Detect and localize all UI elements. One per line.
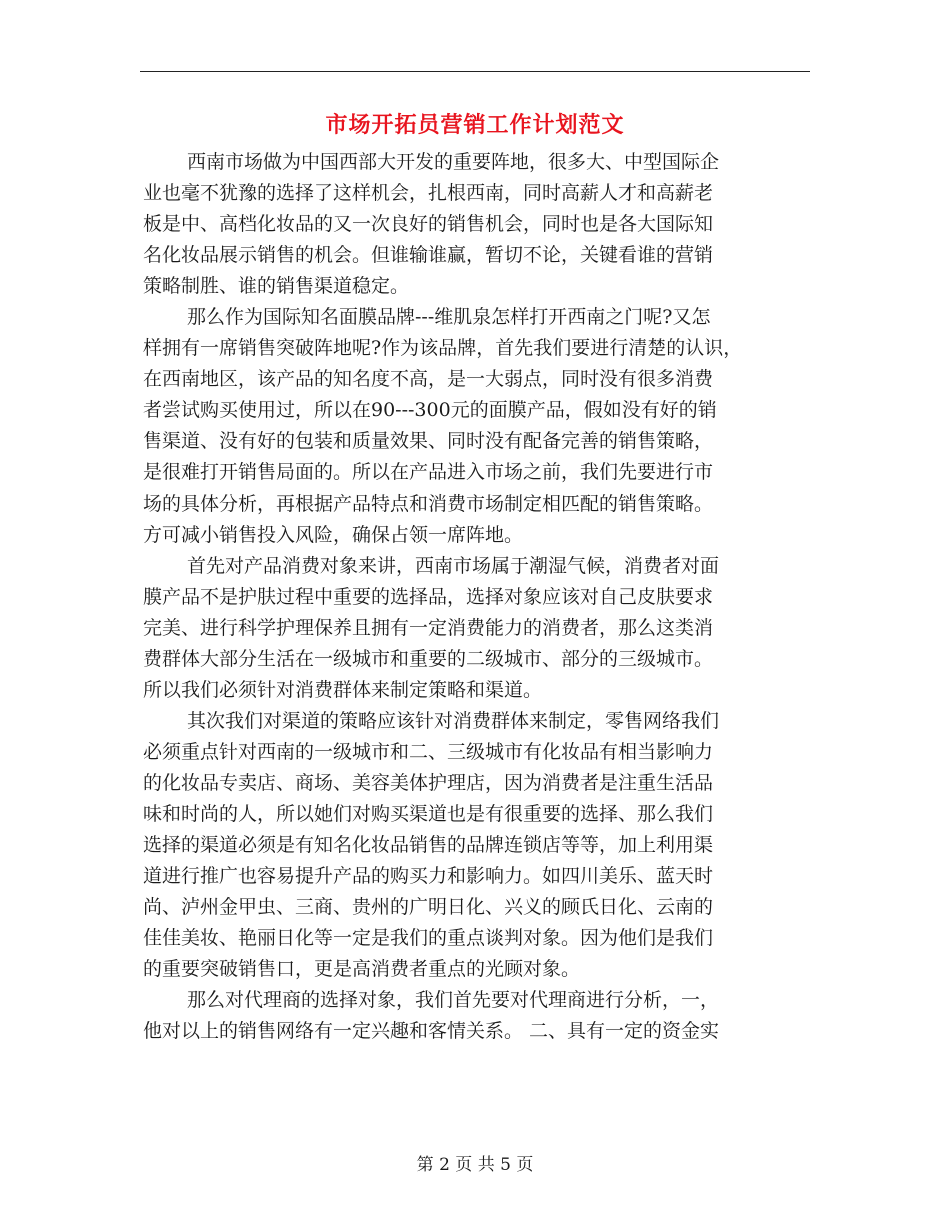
text-line: 样拥有一席销售突破阵地呢?作为该品牌，首先我们要进行清楚的认识， bbox=[143, 337, 743, 360]
text-line: 售渠道、没有好的包装和质量效果、同时没有配备完善的销售策略， bbox=[143, 430, 714, 453]
text-line: 所以我们必须针对消费群体来制定策略和渠道。 bbox=[143, 678, 543, 701]
text-line: 板是中、高档化妆品的又一次良好的销售机会，同时也是各大国际知 bbox=[143, 213, 714, 236]
text-line: 西南市场做为中国西部大开发的重要阵地，很多大、中型国际企 bbox=[187, 151, 720, 173]
text-line: 名化妆品展示销售的机会。但谁输谁赢，暂切不论，关键看谁的营销 bbox=[143, 244, 714, 267]
text-line: 那么作为国际知名面膜品牌---维肌泉怎样打开西南之门呢?又怎 bbox=[187, 306, 711, 329]
text-line: 者尝试购买使用过，所以在90---300元的面膜产品，假如没有好的销 bbox=[143, 399, 717, 422]
text-line: 方可减小销售投入风险，确保占领一席阵地。 bbox=[143, 523, 524, 546]
text-line: 选择的渠道必须是有知名化妆品销售的品牌连锁店等等，加上利用渠 bbox=[143, 834, 714, 857]
text-line: 完美、进行科学护理保养且拥有一定消费能力的消费者，那么这类消 bbox=[143, 616, 714, 639]
document-body bbox=[143, 147, 810, 1047]
text-line: 其次我们对渠道的策略应该针对消费群体来制定，零售网络我们 bbox=[187, 709, 720, 732]
text-line: 膜产品不是护肤过程中重要的选择品，选择对象应该对自己皮肤要求 bbox=[143, 585, 714, 608]
page-number-footer: 第 2 页 共 5 页 bbox=[416, 1155, 534, 1175]
text-line: 策略制胜、谁的销售渠道稳定。 bbox=[143, 275, 410, 298]
text-line: 味和时尚的人，所以她们对购买渠道也是有很重要的选择、那么我们 bbox=[143, 802, 714, 825]
text-line: 费群体大部分生活在一级城市和重要的二级城市、部分的三级城市。 bbox=[143, 647, 714, 670]
text-line: 他对以上的销售网络有一定兴趣和客情关系。 二、具有一定的资金实 bbox=[143, 1020, 720, 1043]
text-line: 那么对代理商的选择对象，我们首先要对代理商进行分析，一， bbox=[187, 989, 720, 1012]
text-line: 业也毫不犹豫的选择了这样机会，扎根西南，同时高薪人才和高薪老 bbox=[143, 182, 714, 205]
text-line: 首先对产品消费对象来讲，西南市场属于潮湿气候，消费者对面 bbox=[187, 554, 720, 577]
text-line: 佳佳美妆、艳丽日化等一定是我们的重点谈判对象。因为他们是我们 bbox=[143, 927, 714, 950]
text-line: 场的具体分析，再根据产品特点和消费市场制定相匹配的销售策略。 bbox=[143, 492, 714, 515]
header-rule bbox=[140, 71, 810, 72]
text-line: 道进行推广也容易提升产品的购买力和影响力。如四川美乐、蓝天时 bbox=[143, 865, 714, 888]
text-line: 在西南地区，该产品的知名度不高，是一大弱点，同时没有很多消费 bbox=[143, 368, 714, 391]
text-line: 是很难打开销售局面的。所以在产品进入市场之前，我们先要进行市 bbox=[143, 461, 714, 484]
text-line: 必须重点针对西南的一级城市和二、三级城市有化妆品有相当影响力 bbox=[143, 740, 714, 763]
text-line: 尚、泸州金甲虫、三商、贵州的广明日化、兴义的顾氏日化、云南的 bbox=[143, 896, 714, 919]
document-title: 市场开拓员营销工作计划范文 bbox=[325, 112, 625, 138]
text-line: 的重要突破销售口，更是高消费者重点的光顾对象。 bbox=[143, 958, 581, 981]
text-line: 的化妆品专卖店、商场、美容美体护理店，因为消费者是注重生活品 bbox=[143, 771, 714, 794]
